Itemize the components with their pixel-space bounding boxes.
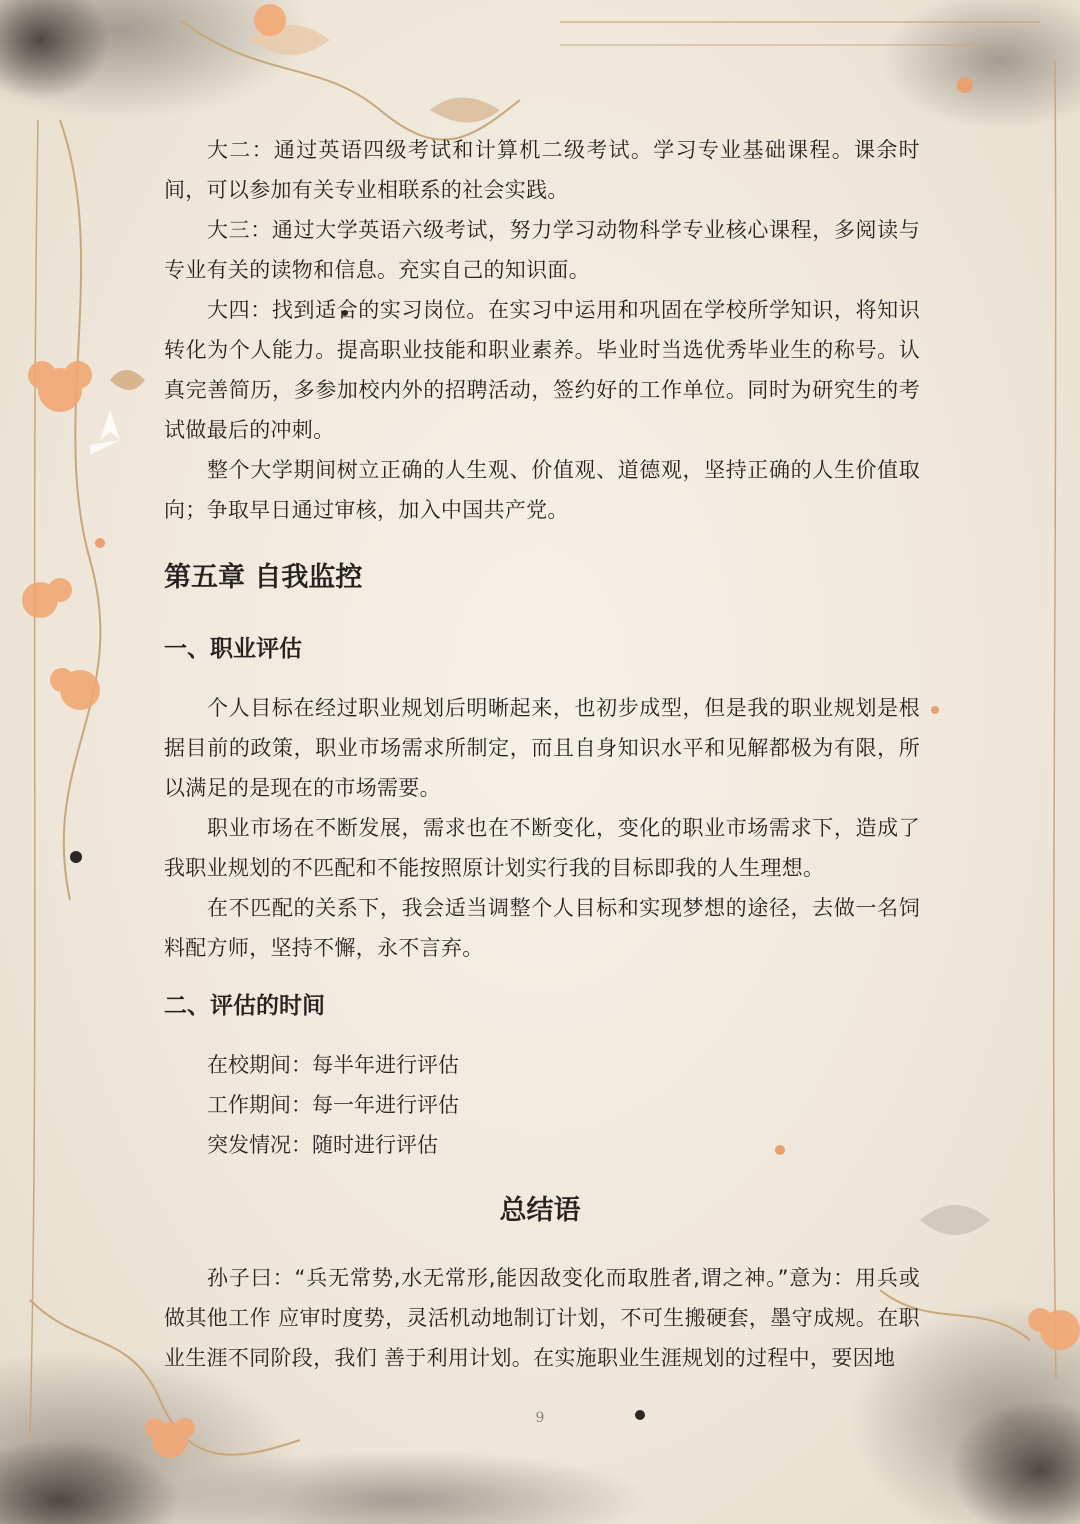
evaluation-paragraph: 个人目标在经过职业规划后明晰起来，也初步成型，但是我的职业规划是根据目前的政策，职业市场需求所制定，而且自身知识水平和见解都极为有限，所以满足的是现在的市场需要。 [164,696,920,800]
evaluation-time-item: 在校期间：每半年进行评估 [207,1053,459,1077]
evaluation-time-list [164,1045,920,1165]
evaluation-time-item: 工作期间：每一年进行评估 [207,1093,459,1117]
evaluation-paragraph: 职业市场在不断发展，需求也在不断变化，变化的职业市场需求下，造成了我职业规划的不匹配和不能按照原计划实行我的目标即我的人生理想。 [164,816,920,880]
section-heading-career-evaluation: 一、职业评估 [164,636,302,662]
evaluation-paragraph: 在不匹配的关系下，我会适当调整个人目标和实现梦想的途径，去做一名饲料配方师，坚持不懈，永不言弃。 [164,896,920,960]
closing-body [164,1258,920,1378]
evaluation-time-item: 突发情况：随时进行评估 [207,1133,438,1157]
paragraph-year-three: 大三：通过大学英语六级考试，努力学习动物科学专业核心课程，多阅读与专业有关的读物和信息。充实自己的知识面。 [164,218,920,282]
career-evaluation-body [164,688,920,968]
section-heading-evaluation-time: 二、评估的时间 [164,993,325,1019]
paragraph-university-overall: 整个大学期间树立正确的人生观、价值观、道德观，坚持正确的人生价值取向；争取早日通过审核，加入中国共产党。 [164,458,920,522]
closing-paragraph: 孙子曰：“兵无常势,水无常形,能因敌变化而取胜者,谓之神。”意为：用兵或做其他工作 应审时度势，灵活机动地制订计划，不可生搬硬套，墨守成规。在职业生涯不同阶段，我们 善于利用计划。在实施职业生涯规划的过程中，要因地 [164,1266,920,1370]
paragraph-year-two: 大二：通过英语四级考试和计算机二级考试。学习专业基础课程。课余时间，可以参加有关专业相联系的社会实践。 [164,138,920,202]
page-number: 9 [535,1410,545,1426]
paragraph-year-four: 大四：找到适合的实习岗位。在实习中运用和巩固在学校所学知识，将知识转化为个人能力。提高职业技能和职业素养。毕业时当选优秀毕业生的称号。认真完善简历，多参加校内外的招聘活动，签约好的工作单位。同时为研究生的考试做最后的冲刺。 [164,298,920,442]
chapter-title: 第五章 自我监控 [164,562,363,593]
closing-title: 总结语 [499,1195,581,1226]
plan-section [164,130,920,530]
